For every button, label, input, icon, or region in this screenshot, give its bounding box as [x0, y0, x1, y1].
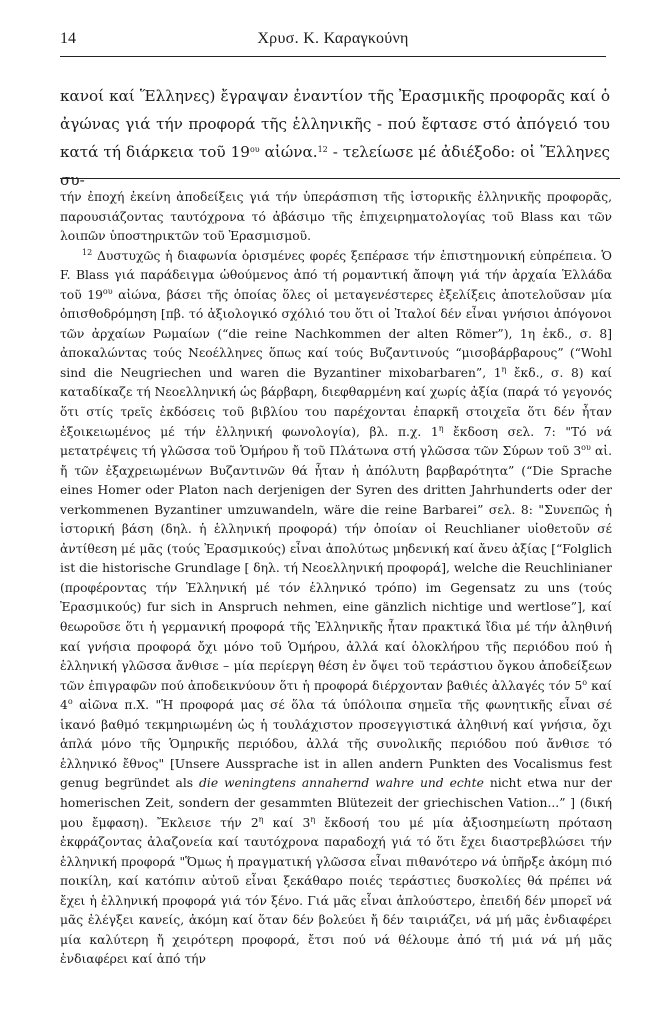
superscript: η: [438, 423, 444, 433]
main-text-part: κανοί καί Ἕλληνες) ἔγραψαν ἐναντίον τῆς Ἐρασμικῆς προφορᾶς καί ὁ ἀγώνας γιά τήν προφορά τῆς ἑλληνικῆς - πού ἔφτασε στό ἀπόγειό του κατά τή διάρκεια τοῦ 19: [60, 87, 610, 161]
page-number: 14: [60, 30, 76, 47]
superscript: η: [501, 364, 507, 374]
footnote-text: αἰώνα, βάσει τῆς ὁποίας ὅλες οἱ μεταγενέστερες ἐξελίξεις ἀποτελοῦσαν μία ὀπισθοδρόμηση [πβ. τό ἀξιολογικό σχόλιό του ὅτι οἱ Ἰταλοί δέν εἶναι γνήσιοι ἀπόγονοι τῶν ἀρχαίων Ρωμαίων (“die reine Nachkommen der alten Römer”), 1η ἐκδ., σ. 8] ἀποκαλώντας τούς Νεοέλληνες ὅπως καί τούς Βυζαντινούς “μισοβάρβαρους” (“Wohl sind die Neugriechen und waren die Byzantiner mixobarbaren”, 1: [60, 287, 612, 380]
footnote-text: καί 3: [263, 815, 311, 830]
footnote-text: καί 4: [60, 678, 612, 713]
main-text-part: - τελείωσε μέ ἀδιέξοδο: οἱ Ἕλληνες συ-: [60, 143, 610, 189]
superscript: ο: [67, 697, 73, 707]
superscript: ου: [249, 145, 260, 154]
footnote-text: ἔκδοση σελ. 7: "Τό νά μετατρέψεις τή γλῶσσα τοῦ Ὁμήρου ἤ τοῦ Πλάτωνα στή γλῶσσα τῶν Σύρων τοῦ 3: [60, 424, 612, 459]
footnotes: [60, 188, 612, 970]
footnote-12: [60, 247, 612, 970]
footnote-text: αἰ. ἤ τῶν ἐξαχρειωμένων Βυζαντινῶν θά ἦταν ἡ ἀπόλυτη βαρβαρότητα” (“Die Sprache eines Homer oder Platon nach derjenigen der Syren des dritten Jahrhunderts oder der verkommenen Byzantiner umzuwandeln, wäre die reine Barbarei” σελ. 8: "Συνεπῶς ἡ ἱστορική βάση (δηλ. ἡ ἑλληνική προφορά) τήν ὁποίαν οἱ Reuchlianer υἱοθετοῦν σέ ἀντίθεση μέ μᾶς (τούς Ἐρασμικούς) εἶναι ἀπολύτως μηδενική καί ἄνευ ἀξίας [“Folglich ist die historische Grundlage [ δηλ. τή Νεοελληνική προφορά], welche die Reuchlinianer (προφέροντας τήν Ἑλληνική μέ τόν ἑλληνικό τρόπο) im Gegensatz zu uns (τούς Ἐρασμικούς) fur sich in Anspruch nehmen, eine gänzlich nichtige und wertlose”], καί θεωροῦσε ὅτι ἡ γερμανική προφορά τῆς Ἑλληνικῆς ἦταν πρακτικά ἴδια μέ τήν ἀληθινή καί γνήσια προφορά ὄχι μόνο τοῦ Ὁμήρου, ἀλλά καί ὁλοκλήρου τῆς περιόδου πού ἡ ἑλληνική γλῶσσα ἄνθισε – μία περίεργη θέση ἐν ὄψει τοῦ τεράστιου ὄγκου ἀποδείξεων τῶν ἐπιγραφῶν πού ἀποδεικνύουν ὅτι ἡ προφορά διέρχονταν βαθιές ἀλλαγές τόν 5: [60, 444, 613, 693]
page-header: [60, 24, 606, 57]
footnote-text: ἔκδ., σ. 8) καί καταδίκαζε τή Νεοελληνική ὡς βάρβαρη, διεφθαρμένη καί χωρίς ἀξία (παρά τό γεγονός ὅτι στίς τρεῖς ἐκδόσεις τοῦ βιβλίου του παρέχονται ἐπαρκῆ στοιχεῖα ὅτι δέν ἦταν ἐξοικειωμένος μέ τήν ἑλληνική φωνολογία), βλ. π.χ. 1: [60, 365, 612, 439]
superscript: η: [310, 814, 316, 824]
superscript: ου: [581, 443, 591, 453]
footnote-number: 12: [82, 247, 93, 257]
footnote-text: Δυστυχῶς ἡ διαφωνία ὁρισμένες φορές ξεπέρασε τήν ἐπιστημονική εὐπρέπεια. Ὁ F. Blass γιά παράδειγμα ὡθούμενος ἀπό τή ρομαντική ἄποψη γιά τήν ἀρχαία Ἑλλάδα τοῦ 19: [60, 248, 612, 302]
footnote-continuation: τήν ἐποχή ἐκείνη ἀποδείξεις γιά τήν ὑπεράσπιση τῆς ἱστορικῆς ἑλληνικῆς προφορᾶς, παρουσιάζοντας ταυτόχρονα τό ἀβάσιμο τῆς ἐπιχειρηματολογίας τοῦ Blass και τῶν λοιπῶν ὑποστηρικτῶν τοῦ Ἐρασμισμοῦ.: [60, 190, 612, 244]
footnote-divider: [60, 178, 620, 179]
running-head: Χρυσ. Κ. Καραγκούνη: [257, 30, 409, 47]
footnote-text: αἰῶνα π.Χ. "Ἡ προφορά μας σέ ὅλα τά ὑπόλοιπα σημεῖα τῆς φωνητικῆς εἶναι σέ ἱκανό βαθμό τεκμηριωμένη ὡς ἡ τουλάχιστον προσεγγιστικά ἀληθινή καί γνήσια, ὄχι ἁπλά μόνο τῆς Ὁμηρικῆς περιόδου, ἀλλά τῆς συνολικῆς περιόδου πού ἄνθισε τό ἑλληνικό ἔθνος" [Unsere Aussprache ist in allen andern Punkten des Vocalismus fest genug begründet als: [60, 698, 612, 791]
main-text-part: αἰώνα.: [259, 143, 318, 161]
footnote-text: ἔκδοσή του μέ μία ἀξιοσημείωτη πρόταση ἐκφράζοντας ἀλαζονεία καί ταυτόχρονα παραδοχή γιά τό ὅτι ἔχει διαστρεβλώσει τήν ἑλληνική προφορά "Ὅμως ἡ πραγματική γλῶσσα εἶναι πιθανότερο νά ὑπῆρξε ἀκόμη πιό ποικίλη, καί κατόπιν αὐτοῦ εἶναι ξεκάθαρο ποιές τεράστιες δυσκολίες θά πρέπει νά ἔχει ἡ ἑλληνική προφορά γιά τόν ξένο. Γιά μᾶς εἶναι ἁπλούστερο, ἐπειδή δέν μπορεῖ νά μᾶς ἐλέγξει κανείς, ἀκόμη καί ὅταν δέν βολεύει ἤ δέν ταιριάζει, νά μή μᾶς ἐνδιαφέρει μία καλύτερη ἤ χειρότερη προφορά, ἔτσι πού νά θέλουμε ἀπό τή μιά νά μή μᾶς ἐνδιαφέρει καί ἀπό τήν: [60, 815, 612, 967]
superscript: η: [258, 814, 264, 824]
footnote-italic-text: die weningtens annahernd wahre und echte: [199, 776, 484, 791]
superscript: ο: [582, 677, 588, 687]
footnote-reference: 12: [317, 145, 328, 154]
superscript: ου: [102, 286, 113, 296]
footnote-text: nicht etwa nur der homerischen Zeit, sondern der gesammten Blütezeit der griechischen Vation...” ] (δική μου ἔμφαση). Ἔκλεισε τήν 2: [60, 776, 612, 830]
